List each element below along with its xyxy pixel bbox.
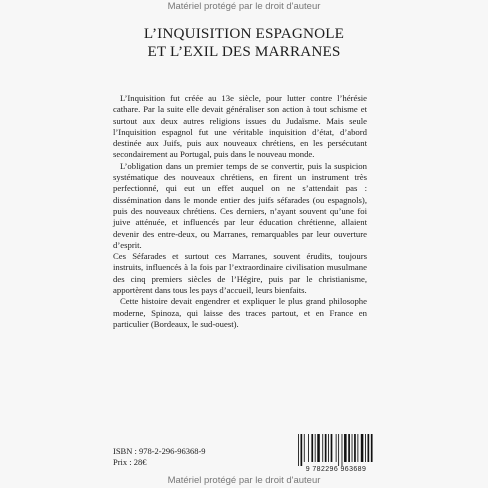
summary-paragraph-2: L’obligation dans un premier temps de se convertir, puis la suspicion systématique des nouveaux chrétiens, en firent un instrument très perfectionné, qui eut un effet auquel on ne s’attendait pas : dissémination dans le monde entier des juifs séfarades (ou espagnols), puis des nouveaux chrétiens. Ces derniers, n’ayant souvent qu’une foi juive atténuée, et influencés par leur éducation chrétienne, allaient devenir des entre-deux, ou Marranes, remarquables par leur ouverture d’esprit.: [113, 160, 367, 250]
barcode-bar: [344, 434, 347, 462]
barcode-bar: [317, 434, 320, 462]
barcode-bar: [322, 434, 323, 462]
barcode-bar: [325, 434, 327, 462]
barcode-bar: [301, 434, 303, 466]
title-line-2: ET L’EXIL DES MARRANES: [147, 43, 341, 60]
summary-paragraph-3: Ces Séfarades et surtout ces Marranes, souvent érudits, toujours instruits, influencés à la fois par l’extraordinaire civilisation musulmane des cinq premiers siècles de l’Hégire, puis par le christianisme, apportèrent dans tous les pays d’accueil, leurs bienfaits.: [113, 251, 367, 296]
barcode-bar: [368, 434, 370, 462]
barcode-bar: [308, 434, 309, 462]
isbn-text: ISBN : 978-2-296-96368-9: [113, 446, 206, 456]
title-line-1: L’INQUISITION ESPAGNOLE: [143, 25, 345, 42]
barcode-bar: [298, 434, 299, 466]
copyright-watermark-top: Matériel protégé par le droit d'auteur: [167, 1, 321, 12]
back-cover-summary: [113, 93, 367, 330]
barcode-bar: [342, 434, 343, 466]
barcode-bars: [296, 434, 376, 466]
summary-paragraph-4: Cette histoire devait engendrer et expliquer le plus grand philosophe moderne, Spinoza, qui laisse des traces partout, et en France en particulier (Bordeaux, le sud-ouest).: [113, 296, 367, 329]
barcode-bar: [336, 434, 337, 462]
price-text: Prix : 28€: [113, 457, 147, 467]
copyright-watermark-bottom: Matériel protégé par le droit d'auteur: [167, 475, 321, 486]
barcode-digits: 9 782296 963689: [305, 466, 367, 473]
barcode-bar: [331, 434, 333, 462]
barcode-bar: [328, 434, 329, 462]
barcode-bar: [304, 434, 305, 462]
barcode-bar: [361, 434, 364, 462]
barcode-bar: [338, 434, 339, 466]
barcode-bar: [365, 434, 366, 462]
summary-paragraph-1: L’Inquisition fut créée au 13e siècle, pour lutter contre l’hérésie cathare. Par la suite elle devait généraliser son action à tout schisme et surtout aux deux autres religions issues du Judaïsme. Mais seule l’Inquisition espagnol fut une véritable inquisition d’état, d’abord destinée aux Juifs, puis aux nouveaux chrétiens, en les persécutant secondairement au Portugal, puis dans le nouveau monde.: [113, 93, 367, 160]
barcode-bar: [371, 434, 373, 462]
barcode-bar: [311, 434, 313, 462]
barcode-bar: [315, 434, 316, 462]
barcode-bar: [348, 434, 350, 462]
barcode-bar: [352, 434, 353, 462]
barcode-bar: [357, 434, 358, 462]
book-title: [0, 25, 488, 61]
barcode-bar: [354, 434, 356, 462]
